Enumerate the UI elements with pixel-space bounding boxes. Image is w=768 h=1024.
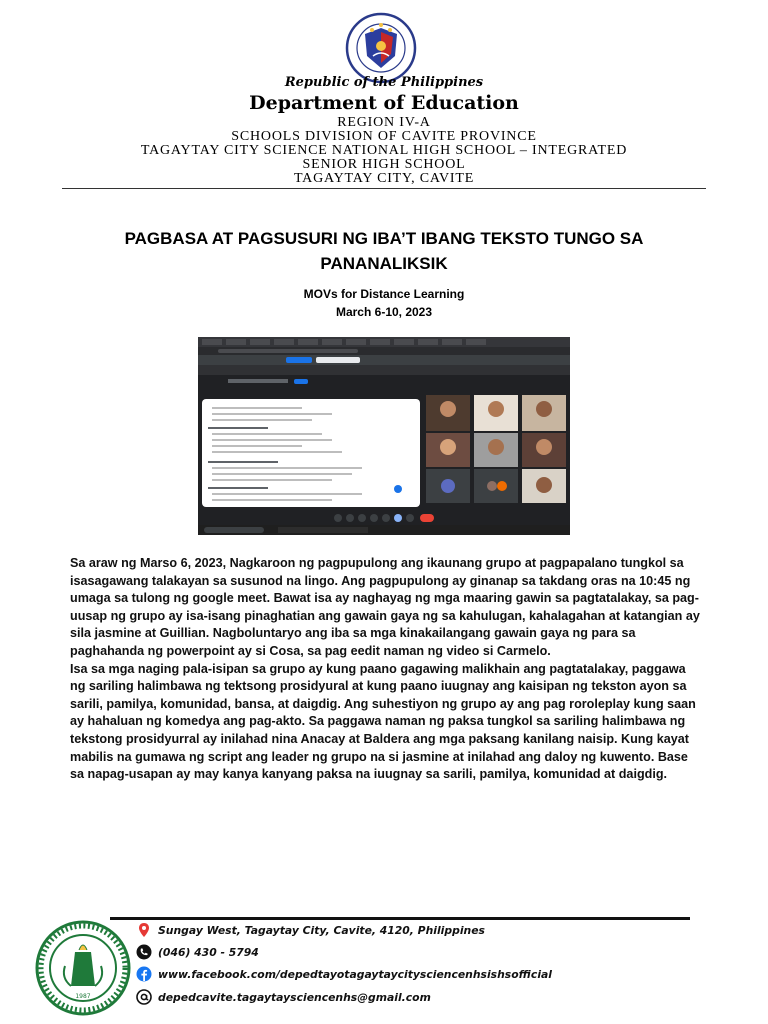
phone-text: (046) 430 - 5794 — [158, 945, 259, 959]
header-divider — [62, 188, 706, 189]
facebook-row — [136, 965, 552, 983]
phone-icon — [136, 944, 152, 960]
address-text: Sungay West, Tagaytay City, Cavite, 4120, Philippines — [158, 923, 485, 937]
email-icon — [136, 989, 152, 1005]
email-link[interactable]: depedcavite.tagaytaysciencenhs@gmail.com — [158, 990, 431, 1004]
email-row — [136, 988, 431, 1006]
division-line: SCHOOLS DIVISION OF CAVITE PROVINCE — [231, 129, 537, 144]
body-paragraph-1: Sa araw ng Marso 6, 2023, Nagkaroon ng pagpupulong ang ikaunang grupo at pagpapalano tungkol sa isasagawang talakayan sa susunod na lingo. Ang pagpupulong ay ginanap sa takdang oras na 10:45 ng umaga sa tulong ng google meet. Bawat isa ay naghayag ng mga maaring gawin sa pagtatalakay, sa pag-uusap ng grupo ay isa-isang pinaghatian ang gawain gaya ng sa kahulugan, kahalagahan at katangian ay sila jasmine at Guillian. Nagboluntaryo ang iba sa mga kinakailangang gawain gaya ng para sa paghahanda ng powerpoint ay si Cosa, sa pag eedit naman ng video si Carmelo. — [70, 556, 700, 658]
phone-row — [136, 943, 259, 961]
school-line-1: TAGAYTAY CITY SCIENCE NATIONAL HIGH SCHOOL – INTEGRATED — [140, 143, 628, 158]
city-line: TAGAYTAY CITY, CAVITE — [293, 171, 475, 186]
address-row — [136, 921, 485, 939]
school-seal-logo — [35, 920, 131, 1016]
department-heading: Department of Education — [249, 92, 519, 114]
facebook-link[interactable]: www.facebook.com/depedtayotagaytaycitysciencenhsishsofficial — [158, 967, 553, 981]
document-title: PAGBASA AT PAGSUSURI NG IBA’T IBANG TEKSTO TUNGO SA PANANALIKSIK — [124, 229, 644, 273]
document-date: March 6-10, 2023 — [335, 305, 433, 319]
region-line: REGION IV-A — [337, 115, 431, 130]
republic-heading: Republic of the Philippines — [284, 75, 484, 90]
footer-divider — [110, 917, 690, 920]
seal-year: 1987 — [75, 993, 91, 1000]
deped-seal-logo — [345, 12, 417, 84]
location-pin-icon — [136, 922, 152, 938]
google-meet-screenshot — [198, 337, 570, 535]
document-subtitle: MOVs for Distance Learning — [303, 287, 465, 301]
school-line-2: SENIOR HIGH SCHOOL — [302, 157, 466, 172]
facebook-icon — [136, 966, 152, 982]
body-paragraph-2: Isa sa mga naging pala-isipan sa grupo ay kung paano gagawing malikhain ang pagtatalakay, paggawa ng sariling halimbawa ng tektsong prosidyural at kung paano iuugnay ang kaisipan ng tekston ayon sa sarili, pamilya, komunidad, bansa, at daigdig. Ang suhestiyon ng grupo ay ang pag roroleplay kung saan ay hahaluan ng komedya ang pag-akto. Sa paggawa naman ng paksa tungkol sa sariling halimbawa ng tekstong prosidyurral ay inilahad nina Anacay at Baldera ang mga paksang kanilang naisip. Kung kayat mabilis na gumawa ng script ang leader ng grupo na si jasmine at inilahad ang daloy ng kuwento. Base sa napag-usapan ay may kanya kanyang paksa na iuugnay sa sarili, pamilya, komunidad at daigdig. — [70, 661, 696, 782]
document-body — [70, 555, 702, 784]
